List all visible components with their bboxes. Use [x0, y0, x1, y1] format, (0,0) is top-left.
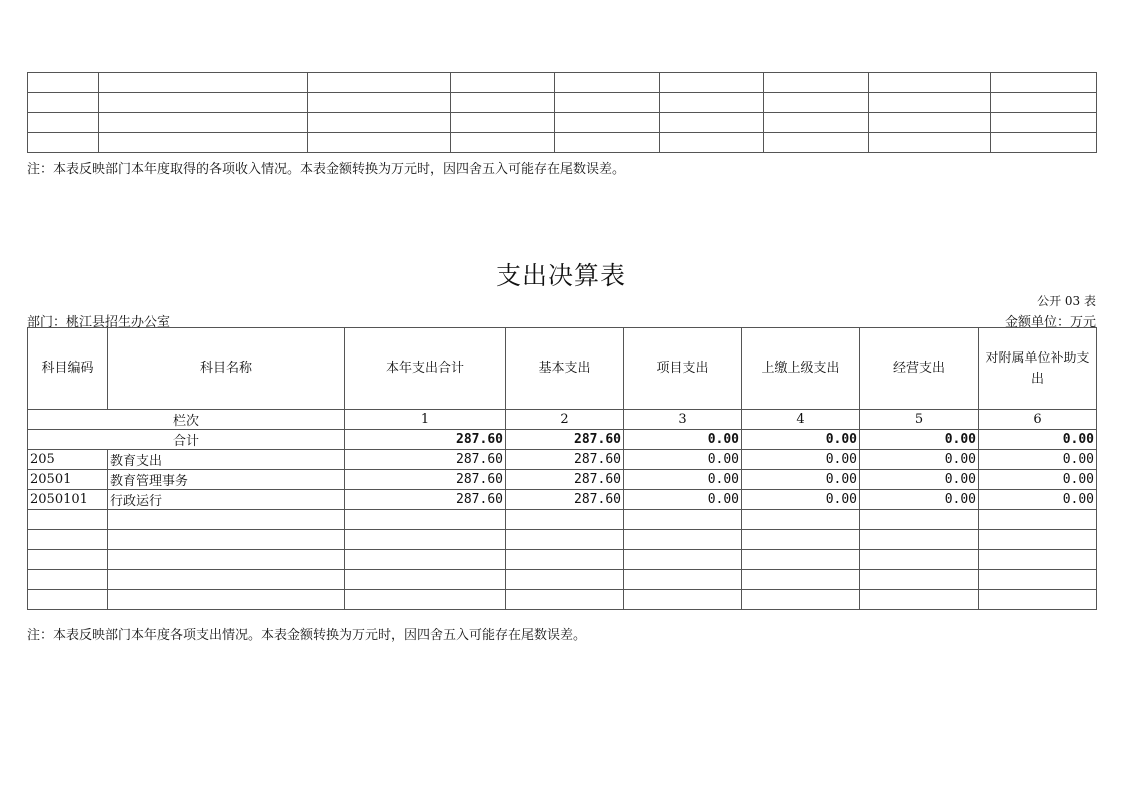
amount-cell	[506, 590, 624, 610]
table-cell	[660, 93, 764, 113]
amount-cell	[624, 550, 742, 570]
amount-cell: 0.00	[624, 450, 742, 470]
table-row	[28, 530, 1097, 550]
amount-cell	[742, 530, 860, 550]
table-cell	[99, 93, 308, 113]
amount-cell: 0.00	[979, 470, 1097, 490]
header-cell-total: 本年支出合计	[345, 328, 506, 410]
amount-cell	[742, 510, 860, 530]
total-value: 0.00	[624, 430, 742, 450]
subject-code: 20501	[28, 470, 108, 490]
expenditure-table-note: 注：本表反映部门本年度各项支出情况。本表金额转换为万元时，因四舍五入可能存在尾数误差。	[27, 628, 587, 643]
table-cell	[764, 73, 869, 93]
amount-cell: 0.00	[979, 450, 1097, 470]
header-cell-code: 科目编码	[28, 328, 108, 410]
total-value: 287.60	[345, 430, 506, 450]
table-cell	[660, 133, 764, 153]
amount-cell	[979, 510, 1097, 530]
amount-cell: 0.00	[742, 470, 860, 490]
amount-cell: 287.60	[345, 450, 506, 470]
table-cell	[28, 133, 99, 153]
amount-cell: 287.60	[345, 490, 506, 510]
column-number: 2	[506, 410, 624, 430]
header-cell-basic: 基本支出	[506, 328, 624, 410]
amount-cell	[506, 530, 624, 550]
department-label: 部门：桃江县招生办公室	[27, 315, 171, 330]
table-code: 公开 03 表	[1037, 294, 1096, 308]
amount-cell	[345, 550, 506, 570]
table-cell	[308, 93, 451, 113]
amount-cell	[345, 590, 506, 610]
table-cell	[555, 73, 660, 93]
table-cell	[451, 73, 555, 93]
table-cell	[869, 73, 991, 93]
header-cell-name: 科目名称	[108, 328, 345, 410]
table-cell	[869, 133, 991, 153]
table-cell	[991, 73, 1097, 93]
subject-name	[108, 590, 345, 610]
table-cell	[28, 93, 99, 113]
amount-cell	[506, 510, 624, 530]
amount-cell	[860, 590, 979, 610]
table-row	[28, 490, 1097, 510]
amount-cell	[345, 530, 506, 550]
amount-cell	[742, 550, 860, 570]
amount-cell	[506, 550, 624, 570]
table-cell	[99, 113, 308, 133]
table-row	[28, 570, 1097, 590]
amount-cell	[345, 570, 506, 590]
table-cell	[764, 113, 869, 133]
amount-cell: 0.00	[624, 490, 742, 510]
table-cell	[308, 113, 451, 133]
column-number: 3	[624, 410, 742, 430]
table-cell	[451, 113, 555, 133]
table-cell	[28, 113, 99, 133]
amount-cell	[742, 590, 860, 610]
table-row	[28, 133, 1097, 153]
table-row	[28, 510, 1097, 530]
page-title: 支出决算表	[495, 261, 626, 290]
previous-table-fragment	[27, 72, 1097, 153]
table-cell	[991, 93, 1097, 113]
subject-name: 行政运行	[108, 490, 345, 510]
header-cell-business: 经营支出	[860, 328, 979, 410]
amount-cell	[506, 570, 624, 590]
table-cell	[660, 73, 764, 93]
subject-code	[28, 590, 108, 610]
amount-cell: 0.00	[860, 470, 979, 490]
table-row	[28, 550, 1097, 570]
total-value: 0.00	[860, 430, 979, 450]
subject-code	[28, 510, 108, 530]
table-cell	[28, 73, 99, 93]
amount-cell	[979, 590, 1097, 610]
header-cell-subsidy: 对附属单位补助支出	[979, 328, 1097, 410]
table-cell	[764, 133, 869, 153]
table-cell	[308, 133, 451, 153]
table-cell	[869, 113, 991, 133]
column-number: 5	[860, 410, 979, 430]
table-row	[28, 590, 1097, 610]
subject-name	[108, 510, 345, 530]
amount-cell: 0.00	[742, 450, 860, 470]
column-number: 1	[345, 410, 506, 430]
header-cell-project: 项目支出	[624, 328, 742, 410]
amount-cell: 0.00	[860, 490, 979, 510]
table-cell	[451, 133, 555, 153]
total-value: 287.60	[506, 430, 624, 450]
subject-code	[28, 530, 108, 550]
table-cell	[991, 113, 1097, 133]
subject-code: 2050101	[28, 490, 108, 510]
column-number-label: 栏次	[28, 410, 345, 430]
table-row	[28, 93, 1097, 113]
column-number: 6	[979, 410, 1097, 430]
table-cell	[555, 113, 660, 133]
amount-cell	[345, 510, 506, 530]
amount-cell	[624, 530, 742, 550]
amount-cell: 0.00	[979, 490, 1097, 510]
amount-cell	[624, 570, 742, 590]
table-cell	[451, 93, 555, 113]
table-cell	[99, 133, 308, 153]
amount-unit-label: 金额单位：万元	[1004, 315, 1096, 330]
amount-cell: 0.00	[860, 450, 979, 470]
amount-cell	[860, 550, 979, 570]
table-row	[28, 470, 1097, 490]
header-cell-remit: 上缴上级支出	[742, 328, 860, 410]
amount-cell: 287.60	[506, 470, 624, 490]
total-row	[28, 430, 1097, 450]
amount-cell	[979, 550, 1097, 570]
total-value: 0.00	[979, 430, 1097, 450]
subject-name	[108, 530, 345, 550]
amount-cell: 0.00	[742, 490, 860, 510]
amount-cell	[742, 570, 860, 590]
table-row	[28, 450, 1097, 470]
amount-cell: 287.60	[506, 490, 624, 510]
table-row	[28, 73, 1097, 93]
subject-code	[28, 570, 108, 590]
table-cell	[99, 73, 308, 93]
amount-cell	[860, 530, 979, 550]
table-cell	[764, 93, 869, 113]
subject-name: 教育支出	[108, 450, 345, 470]
amount-cell	[860, 510, 979, 530]
header-row	[28, 328, 1097, 410]
table-row	[28, 113, 1097, 133]
subject-name: 教育管理事务	[108, 470, 345, 490]
amount-cell: 287.60	[506, 450, 624, 470]
column-number: 4	[742, 410, 860, 430]
table-cell	[555, 133, 660, 153]
amount-cell: 0.00	[624, 470, 742, 490]
amount-cell	[979, 530, 1097, 550]
table-cell	[869, 93, 991, 113]
amount-cell	[624, 510, 742, 530]
subject-code	[28, 550, 108, 570]
table-cell	[555, 93, 660, 113]
amount-cell	[624, 590, 742, 610]
table-cell	[308, 73, 451, 93]
subject-name	[108, 570, 345, 590]
amount-cell: 287.60	[345, 470, 506, 490]
column-number-row	[28, 410, 1097, 430]
table-cell	[991, 133, 1097, 153]
income-table-note: 注：本表反映部门本年度取得的各项收入情况。本表金额转换为万元时，因四舍五入可能存在尾数误差。	[27, 162, 626, 177]
total-label: 合计	[28, 430, 345, 450]
expenditure-table	[27, 327, 1097, 610]
amount-cell	[860, 570, 979, 590]
amount-cell	[979, 570, 1097, 590]
subject-name	[108, 550, 345, 570]
subject-code: 205	[28, 450, 108, 470]
total-value: 0.00	[742, 430, 860, 450]
table-cell	[660, 113, 764, 133]
